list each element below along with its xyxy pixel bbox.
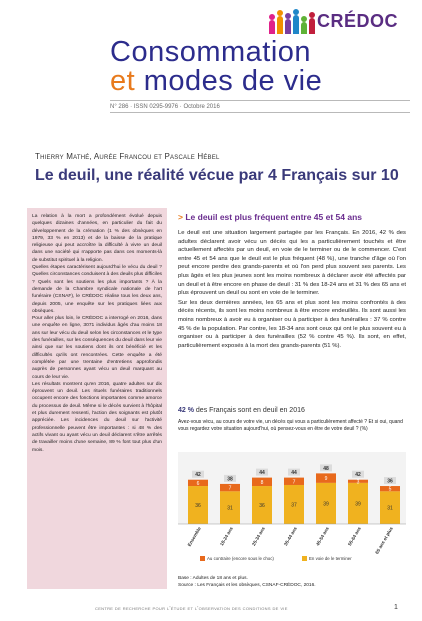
section-body — [178, 229, 406, 351]
publication-title-line1: Consommation — [110, 36, 312, 68]
category-label: 55-64 ans — [347, 526, 362, 547]
bar-value-label: 39 — [355, 501, 361, 508]
body-paragraph: Le deuil est une situation largement partagée par les Français. En 2016, 42 % des adultes déclarent avoir vécu un décès qui les a particulièrement touchés et être actuellement affectés par un deuil, en voie de le terminer ou de le commencer. C'est entre 45 et 54 ans que le deuil est le plus fréquent (48 %), une tranche d'âge où l'on peut encore perdre des grands-parents et où l'on perd plus souvent ses parents. Les plus âgés et les plus jeunes sont les moins nombreux à déclarer avoir été affectés par un deuil et à être encore en phase de deuil : 31 % des 18-24 ans et 31 % des 65 ans et plus éprouvent un deuil ou sont en voie de le terminer. — [178, 230, 406, 297]
category-label: 35-44 ans — [283, 526, 298, 547]
total-label: 44 — [291, 470, 297, 477]
bar-value-label: 3 — [356, 479, 360, 486]
logo-text: CRÉDOC — [317, 11, 399, 31]
intro-paragraph: Les résultats montrent qu'en 2016, quatre adultes sur dix éprouvent un deuil. Les rituels funéraires traditionnels occupent encore des fonctions importantes comme amorce du processus de deuil. Même si le décès survient à l'hôpital et plus durement ressenti, l'action des soignants est plutôt appréciée. Les incidences du deuil sur l'activité professionnelle peuvent être importantes : si 48 % des actifs vivant ou ayant vécu un deuil déclarent s'être arrêtés de travailler moins d'une semaine, 89 % font tout plus d'un mois. — [32, 381, 162, 453]
header-divider-bottom — [110, 112, 410, 113]
publication-title-line2 — [110, 65, 322, 98]
chart-question: Avez-vous vécu, au cours de votre vie, un décès qui vous a particulièrement affecté ? Et si oui, quand vous regardez votre situation aujourd'hui, où pensez-vous en être de votre deuil ? (%) — [178, 419, 403, 432]
total-label: 44 — [259, 470, 265, 477]
bar-value-label: 5 — [388, 486, 392, 493]
section-title-text: Le deuil est plus fréquent entre 45 et 54 ans — [185, 212, 363, 222]
title-modes-de-vie: modes de vie — [135, 65, 323, 97]
bar-value-label: 31 — [227, 505, 233, 512]
category-label: 25-34 ans — [251, 526, 266, 547]
bar-value-label: 37 — [291, 502, 297, 509]
credoc-logo — [265, 8, 399, 38]
total-label: 38 — [227, 476, 233, 483]
bar-value-label: 31 — [387, 505, 393, 512]
legend-label-choc: Au contraire (encore sous le choc) — [207, 556, 274, 561]
stacked-bar-chart — [178, 452, 406, 570]
body-paragraph: Sur les deux dernières années, les 65 ans et plus sont les moins confrontés à des décès récents, ils sont les moins nombreux à être encore endeuillés. Ils sont aussi les moins nombreux à avoir eu à organiser ou à participer à des funérailles : 37 % contre 45 % de la population. Par contre, les 18-34 ans sont ceux qui ont le plus souvent eu à organiser ou à participer à des funérailles (52 % contre 45 %). Ils sont, en effet, particulièrement exposés à la mort des grands-parents (51 %). — [178, 299, 406, 349]
bar-value-label: 36 — [259, 503, 265, 510]
bar-value-label: 7 — [292, 479, 296, 486]
bar-value-label: 36 — [195, 503, 201, 510]
header-divider — [110, 100, 410, 101]
section-title — [178, 212, 362, 222]
article-title: Le deuil, une réalité vécue par 4 Français sur 10 — [35, 167, 399, 184]
chart-title — [178, 407, 305, 414]
chart-base: Base : Adultes de 18 ans et plus. — [178, 576, 248, 581]
category-label: 65 ans et plus — [374, 526, 394, 555]
legend-swatch-terminer — [302, 556, 307, 561]
intro-paragraph: Quelles étapes caractérisent aujourd'hui le vécu du deuil ? Quelles circonstances conduisent à des deuils plus difficiles ? Quels sont les soutiens les plus importants ? À la demande de la Chambre syndicale nationale de l'art funéraire (CSNAF), le CRÉDOC réalise tous les deux ans, depuis 2005, une enquête sur les pratiques liées aux obsèques. — [32, 265, 162, 314]
intro-paragraph: La relation à la mort a profondément évolué depuis quelques dizaines d'années, en particulier du fait du développement de la crémation (1 % des obsèques en 1979, 33 % en 2013) et de la baisse de la pratique religieuse qui peut accroître la difficulté à vivre un deuil dans une société qui n'apporte pas dans ces moments-là de substitut spirituel à la religion. — [32, 214, 162, 263]
bar-value-label: 9 — [324, 476, 328, 483]
total-label: 42 — [355, 472, 361, 479]
legend-swatch-choc — [200, 556, 205, 561]
bar-value-label: 6 — [196, 480, 200, 487]
bar-value-label: 39 — [323, 501, 329, 508]
chart-title-pct: 42 % — [178, 407, 194, 414]
total-label: 36 — [387, 478, 393, 485]
authors: Thierry Mathé, Aurée Francou et Pascale Hébel — [35, 152, 220, 161]
category-label: Ensemble — [186, 526, 202, 548]
footer-text: centre de recherche pour l'étude et l'observation des conditions de vie — [95, 606, 288, 612]
chart-title-rest: des Français sont en deuil en 2016 — [193, 407, 305, 414]
intro-text — [32, 213, 162, 454]
bar-value-label: 7 — [228, 485, 232, 492]
intro-box — [27, 208, 167, 589]
category-label: 18-24 ans — [219, 526, 234, 547]
page-number: 1 — [394, 604, 398, 611]
bar-value-label: 8 — [260, 479, 264, 486]
title-et: et — [110, 65, 136, 97]
total-label: 42 — [195, 472, 201, 479]
category-label: 45-54 ans — [315, 526, 330, 547]
section-marker: > — [178, 212, 183, 222]
legend-label-terminer: En voie de le terminer — [309, 556, 352, 561]
total-label: 48 — [323, 465, 329, 472]
issue-info: N° 286 · ISSN 0295-9976 · Octobre 2016 — [110, 104, 220, 110]
chart-svg — [178, 452, 406, 570]
intro-paragraph: Pour aller plus loin, le CRÉDOC a interrogé en 2016, dans une enquête en ligne, 3071 individus âgés d'au moins 18 ans sur leur vécu du deuil selon les circonstances et le type des funérailles, sur les conséquences du deuil dans leur vie ainsi que sur les soutiens dont ils ont bénéficié et les difficultés qu'ils ont rencontrées. Cette enquête a été complétée par une trentaine d'entretiens approfondis auprès de personnes ayant vécu un deuil marquant au cours de leur vie. — [32, 316, 162, 380]
chart-source: Source : Les Français et les obsèques, CSNAF-CRÉDOC, 2016. — [178, 583, 316, 588]
